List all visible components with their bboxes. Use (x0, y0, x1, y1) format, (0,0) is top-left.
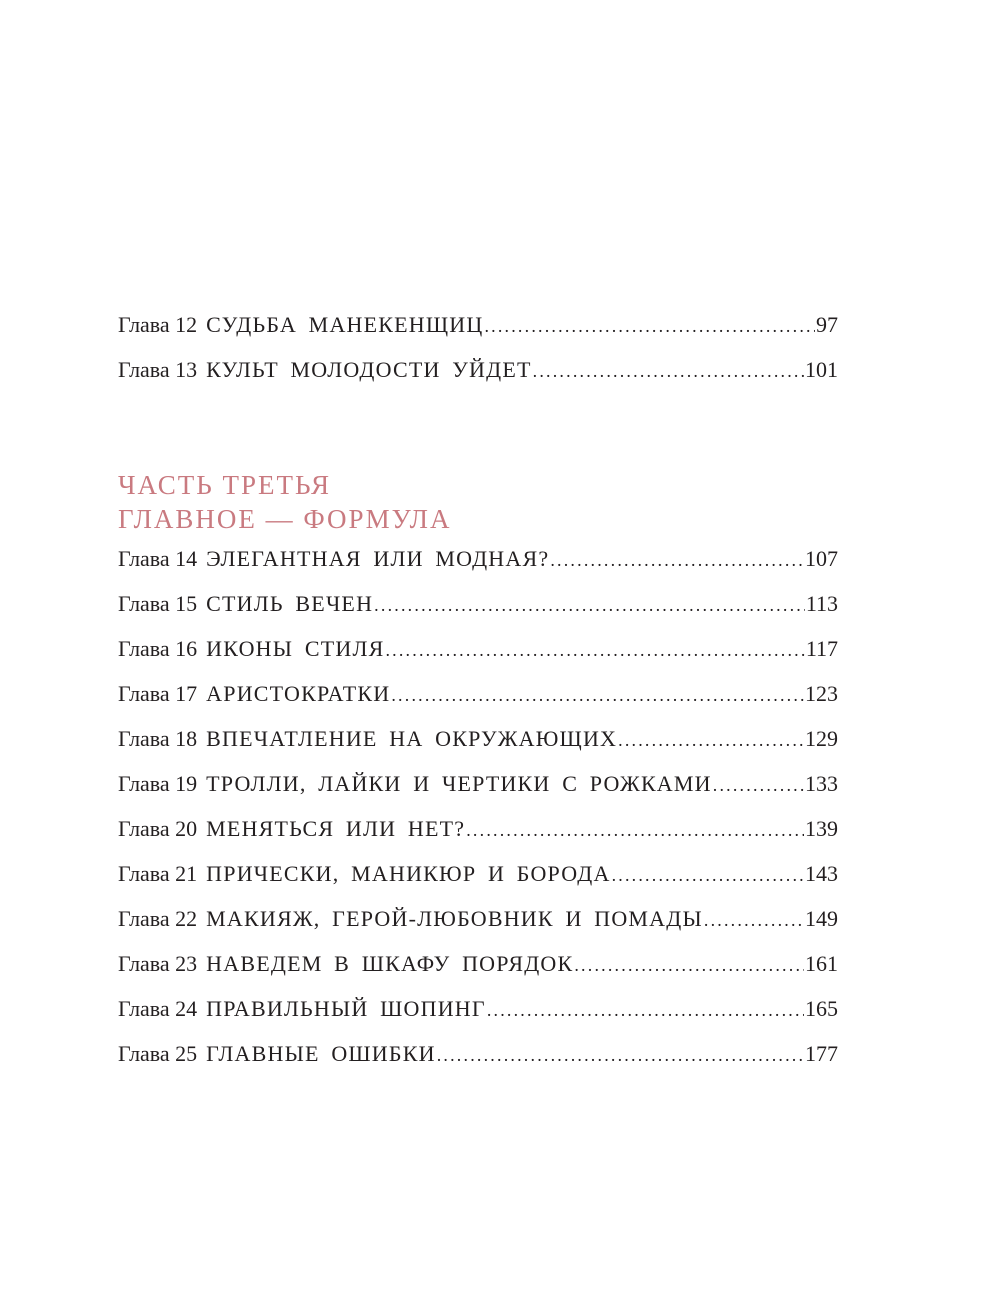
chapter-title: НАВЕДЕМ В ШКАФУ ПОРЯДОК (206, 951, 574, 976)
dot-leader (385, 628, 804, 673)
chapter-page: 101 (805, 357, 838, 382)
chapter-label: Глава 16 (118, 636, 198, 661)
chapter-page: 139 (805, 816, 838, 841)
chapter-label: Глава 15 (118, 591, 198, 616)
chapter-page: 161 (805, 951, 838, 976)
chapter-page: 107 (805, 546, 838, 571)
toc-continued-list (118, 302, 838, 392)
chapter-page: 97 (816, 312, 838, 337)
part-heading-line1: ЧАСТЬ ТРЕТЬЯ (118, 470, 332, 500)
chapter-label: Глава 21 (118, 861, 198, 886)
dot-leader (487, 988, 804, 1033)
dot-leader (612, 853, 804, 898)
toc-entry (118, 806, 838, 851)
dot-leader (533, 349, 804, 394)
dot-leader (391, 673, 804, 718)
dot-leader (484, 304, 815, 349)
chapter-label: Глава 20 (118, 816, 198, 841)
chapter-page: 165 (805, 996, 838, 1021)
toc-entry (118, 896, 838, 941)
chapter-label: Глава 25 (118, 1041, 198, 1066)
chapter-label: Глава 24 (118, 996, 198, 1021)
chapter-page: 149 (805, 906, 838, 931)
chapter-label: Глава 22 (118, 906, 198, 931)
part-three-section (118, 468, 838, 1076)
toc-entry (118, 302, 838, 347)
chapter-label: Глава 23 (118, 951, 198, 976)
chapter-title: МАКИЯЖ, ГЕРОЙ-ЛЮБОВНИК И ПОМАДЫ (206, 906, 703, 931)
dot-leader (574, 943, 804, 988)
chapter-label: Глава 14 (118, 546, 198, 571)
toc-entry (118, 626, 838, 671)
chapter-page: 113 (805, 591, 838, 616)
chapter-title: АРИСТОКРАТКИ (206, 681, 391, 706)
toc-entry (118, 581, 838, 626)
toc-entry (118, 1031, 838, 1076)
chapter-title: ВПЕЧАТЛЕНИЕ НА ОКРУЖАЮЩИХ (206, 726, 618, 751)
dot-leader (466, 808, 804, 853)
chapter-page: 143 (805, 861, 838, 886)
chapter-title: ГЛАВНЫЕ ОШИБКИ (206, 1041, 436, 1066)
chapter-label: Глава 17 (118, 681, 198, 706)
chapter-title: СУДЬБА МАНЕКЕНЩИЦ (206, 312, 484, 337)
chapter-title: ПРАВИЛЬНЫЙ ШОПИНГ (206, 996, 486, 1021)
chapter-title: ТРОЛЛИ, ЛАЙКИ И ЧЕРТИКИ С РОЖКАМИ (206, 771, 712, 796)
chapter-label: Глава 12 (118, 312, 198, 337)
dot-leader (618, 718, 804, 763)
chapter-title: ЭЛЕГАНТНАЯ ИЛИ МОДНАЯ? (206, 546, 550, 571)
toc-entry (118, 851, 838, 896)
dot-leader (704, 898, 804, 943)
toc-entry (118, 941, 838, 986)
dot-leader (437, 1033, 804, 1078)
chapter-page: 117 (805, 636, 838, 661)
dot-leader (550, 538, 804, 583)
part-heading-line2: ГЛАВНОЕ — ФОРМУЛА (118, 504, 452, 534)
chapter-page: 123 (805, 681, 838, 706)
chapter-title: СТИЛЬ ВЕЧЕН (206, 591, 374, 616)
toc-entry (118, 671, 838, 716)
dot-leader (713, 763, 804, 808)
toc-entry (118, 536, 838, 581)
chapter-title: ПРИЧЕСКИ, МАНИКЮР И БОРОДА (206, 861, 611, 886)
toc-entry (118, 716, 838, 761)
chapter-label: Глава 13 (118, 357, 198, 382)
chapter-page: 177 (805, 1041, 838, 1066)
chapter-title: МЕНЯТЬСЯ ИЛИ НЕТ? (206, 816, 466, 841)
part-three-chapter-list (118, 536, 838, 1076)
chapter-title: ИКОНЫ СТИЛЯ (206, 636, 385, 661)
chapter-label: Глава 18 (118, 726, 198, 751)
dot-leader (374, 583, 805, 628)
chapter-page: 133 (805, 771, 838, 796)
chapter-page: 129 (805, 726, 838, 751)
chapter-label: Глава 19 (118, 771, 198, 796)
toc-entry (118, 761, 838, 806)
toc-entry (118, 986, 838, 1031)
chapter-title: КУЛЬТ МОЛОДОСТИ УЙДЕТ (206, 357, 532, 382)
toc-entry (118, 347, 838, 392)
